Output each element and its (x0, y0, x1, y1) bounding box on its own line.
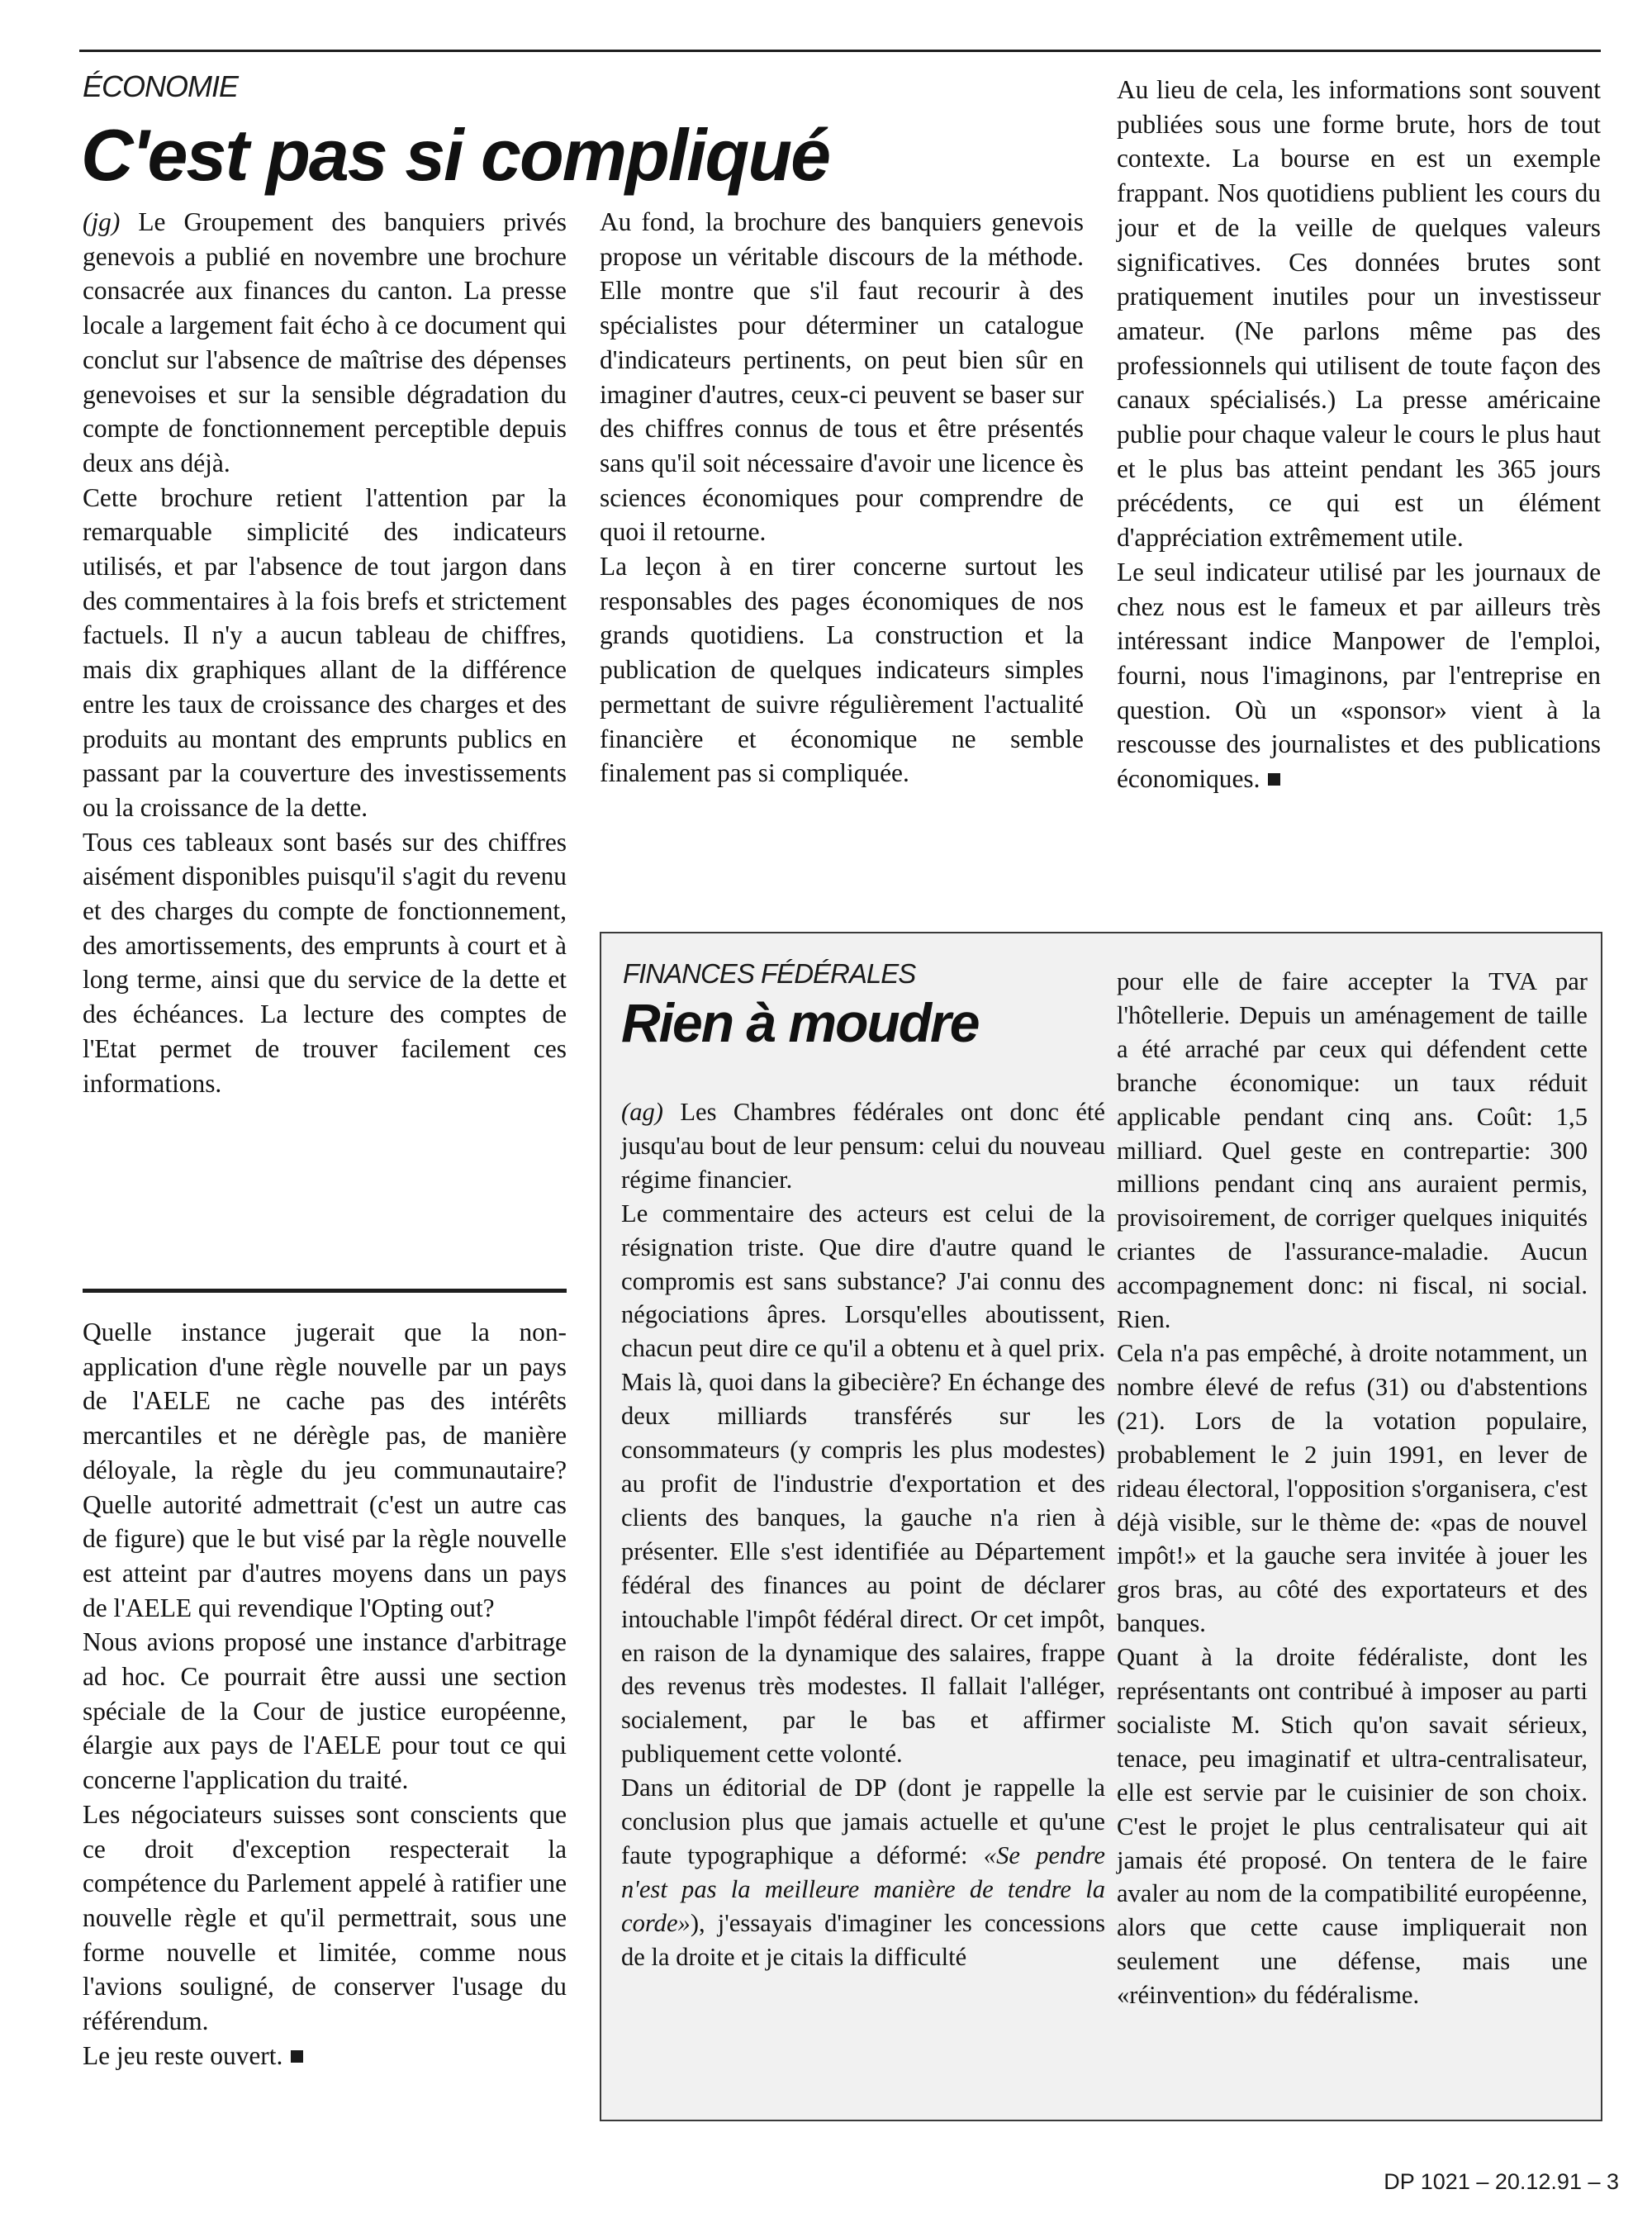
article1-paragraph-2: Cette brochure retient l'attention par la remarquable simplicité des indicateurs utilisés, et par l'absence de tout jargon dans des commentaires à la fois brefs et strictement factuels. Il n'y a aucun tableau de chiffres, mais dix graphiques allant de la différence entre les taux de croissance des charges et des produits au montant des emprunts publics en passant par la couverture des investissements ou la croissance de la dette. (83, 482, 567, 822)
end-mark (291, 2050, 303, 2063)
article3-paragraph-2: Le commentaire des acteurs est celui de la résignation triste. Que dire d'autre quand le compromis est sans substance? J'ai connu des négociations âpres. Lorsqu'elles aboutissent, chacun peut dire ce qu'il a obtenu et à quel prix. Mais là, quoi dans la gibecière? En échange des deux milliards transférés sur les consommateurs (y compris les plus modestes) au profit de l'industrie d'exportation et des clients des banques, la gauche n'a rien à présenter. Elle s'est identifiée au Département fédéral des finances au point de déclarer intouchable l'impôt fédéral direct. Or cet impôt, en raison de la dynamique des salaires, frappe des revenus très modestes. Il fallait l'alléger, socialement, par le bas et affirmer publiquement cette volonté. (621, 1199, 1105, 1769)
article3-column-2 (1117, 965, 1588, 2012)
article1-kicker: ÉCONOMIE (83, 69, 239, 103)
article2-paragraph-1: Quelle instance jugerait que la non-application d'une règle nouvelle par un pays de l'AELE ne cache pas des intérêts mercantiles et ne dérègle pas, de manière déloyale, la règle du jeu communautaire? Quelle autorité admettrait (c'est un autre cas de figure) que le but visé par la règle nouvelle est atteint par d'autres moyens dans un pays de l'AELE qui revendique l'Opting out? (83, 1318, 567, 1622)
quoted-phrase: «Se pendre n'est pas la meilleure manière de tendre la corde» (621, 1840, 1105, 1937)
end-mark (1268, 773, 1280, 786)
separator-rule (83, 1289, 567, 1293)
article3-box (600, 932, 1602, 2121)
article3-paragraph-3: Dans un éditorial de DP (dont je rappelle la conclusion plus que jamais actuelle et qu'une faute typographique a déformé: «Se pendre n'est pas la meilleure manière de tendre la corde»), j'essayais d'imaginer les concessions de la droite et je citais la difficulté (621, 1774, 1105, 1971)
article3-paragraph-6: Quant à la droite fédéraliste, dont les représentants ont contribué à imposer au parti socialiste M. Stich qu'on savait sérieux, tenace, peu imaginatif et ultra-centralisateur, elle est servie par le cuisinier de son choix. C'est le projet le plus centralisateur qui ait jamais été proposé. On tentera de le faire avaler au nom de la compatibilité européenne, alors que cette cause impliquerait non seulement une défense, mais une «réinvention» du fédéralisme. (1117, 1643, 1588, 2010)
article2-paragraph-4: Le jeu reste ouvert. (83, 2039, 567, 2073)
article2-column (83, 1315, 567, 2073)
article2-paragraph-3: Les négociateurs suisses sont conscients que ce droit d'exception respecterait la compétence du Parlement appelé à ratifier une nouvelle règle et qu'il permettrait, sous une forme nouvelle et limitée, comme nous l'avions souligné, de conserver l'usage du référendum. (83, 1799, 567, 2036)
article1-title: C'est pas si compliqué (81, 114, 830, 196)
article1-column-3 (1117, 73, 1601, 796)
article3-author: (ag) (621, 1098, 663, 1126)
article1-paragraph-1: (jg) Le Groupement des banquiers privés genevois a publié en novembre une brochure consacrée aux finances du canton. La presse locale a largement fait écho à ce document qui conclut sur l'absence de maîtrise des dépenses genevoises et sur la sensible dégradation du compte de fonctionnement perceptible depuis deux ans déjà. (83, 207, 567, 477)
article1-column-1 (83, 205, 567, 1100)
article1-paragraph-7: Le seul indicateur utilisé par les journaux de chez nous est le fameux et par ailleurs très intéressant indice Manpower de l'emploi, fourni, nous l'imaginons, par l'entreprise en question. Où un «sponsor» vient à la rescousse des journalistes et des publications économiques. (1117, 557, 1601, 794)
page-footer: DP 1021 – 20.12.91 – 3 (1384, 2169, 1619, 2194)
article3-paragraph-5: Cela n'a pas empêché, à droite notamment, un nombre élevé de refus (31) ou d'abstentions (21). Lors de la votation populaire, probablement le 2 juin 1991, en lever de rideau électoral, l'opposition s'organisera, c'est déjà visible, sur le thème de: «pas de nouvel impôt!» et la gauche sera invitée à jouer les gros bras, au côté des exportateurs et des banques. (1117, 1338, 1588, 1638)
article3-paragraph-1: (ag) Les Chambres fédérales ont donc été jusqu'au bout de leur pensum: celui du nouveau régime financier. (621, 1098, 1105, 1194)
article3-kicker: FINANCES FÉDÉRALES (623, 958, 916, 989)
article2-paragraph-2: Nous avions proposé une instance d'arbitrage ad hoc. Ce pourrait être aussi une section spéciale de la Cour de justice européenne, élargie aux pays de l'AELE pour tout ce qui concerne l'application du traité. (83, 1627, 567, 1795)
article1-paragraph-6: Au lieu de cela, les informations sont souvent publiées sous une forme brute, hors de tout contexte. La bourse en est un exemple frappant. Nos quotidiens publient les cours du jour et de la veille de quelques valeurs significatives. Ces données brutes sont pratiquement inutiles pour un investisseur amateur. (Ne parlons même pas des professionnels qui utilisent de toute façon des canaux spécialisés.) La presse américaine publie pour chaque valeur le cours le plus haut et le plus bas atteint pendant les 365 jours précédents, ce qui est un élément d'appréciation extrêmement utile. (1117, 75, 1601, 553)
article1-column-2 (600, 205, 1084, 791)
article1-paragraph-5: La leçon à en tirer concerne surtout les responsables des pages économiques de nos grands quotidiens. La construction et la publication de quelques indicateurs simples permettant de suivre régulièrement l'actualité financière et économique ne semble finalement pas si compliquée. (600, 552, 1084, 788)
article1-paragraph-4: Au fond, la brochure des banquiers genevois propose un véritable discours de la méthode. Elle montre que s'il faut recourir à des spécialistes pour déterminer un catalogue d'indicateurs pertinents, on peut bien sûr en imaginer d'autres, ceux-ci peuvent se baser sur des chiffres connus de tous et être présentés sans qu'il soit nécessaire d'avoir une licence ès sciences économiques pour comprendre de quoi il retourne. (600, 207, 1084, 547)
article3-title: Rien à moudre (621, 992, 979, 1053)
article1-author: (jg) (83, 207, 121, 236)
article1-paragraph-3: Tous ces tableaux sont basés sur des chiffres aisément disponibles puisqu'il s'agit du revenu et des charges du compte de fonctionnement, des amortissements, des emprunts à court et à long terme, ainsi que du service de la dette et des échéances. La lecture des comptes de l'Etat permet de trouver facilement ces informations. (83, 827, 567, 1098)
article3-paragraph-4: pour elle de faire accepter la TVA par l'hôtellerie. Depuis un aménagement de taille a été arraché par ceux qui défendent cette branche économique: un taux réduit applicable pendant cinq ans. Coût: 1,5 milliard. Quel geste en contrepartie: 300 millions pendant cinq ans auraient permis, provisoirement, de corriger quelques iniquités criantes de l'assurance-maladie. Aucun accompagnement donc: ni fiscal, ni social. Rien. (1117, 967, 1588, 1334)
top-rule (79, 50, 1601, 52)
article3-column-1 (621, 1095, 1105, 1974)
